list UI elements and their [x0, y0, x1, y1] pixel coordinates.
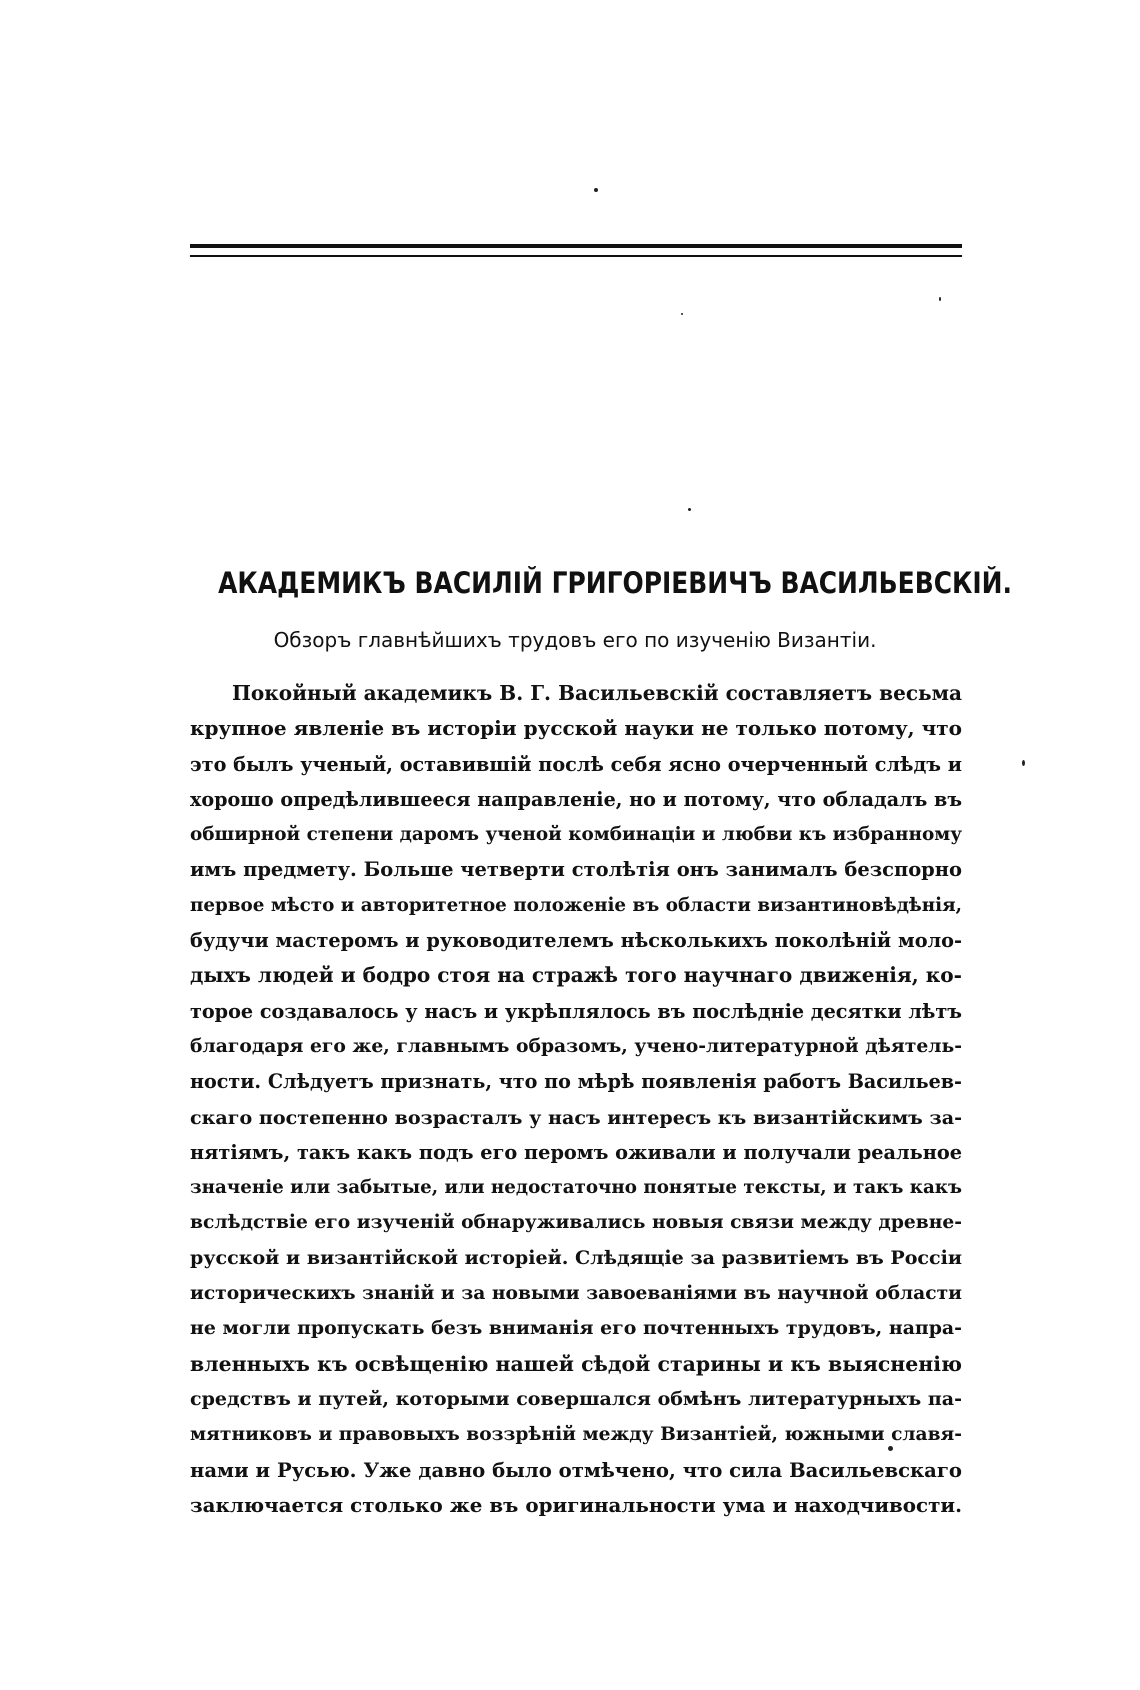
print-speck — [594, 188, 598, 192]
article-subtitle: Обзоръ главнѣйшихъ трудовъ его по изученію Византіи. — [273, 628, 877, 652]
body-line: благодаря его же, главнымъ образомъ, учено-литературной дѣятель- — [190, 1034, 962, 1057]
body-line: историческихъ знаній и за новыми завоеваніями въ научной области — [190, 1282, 962, 1305]
body-line: ности. Слѣдуетъ признать, что по мѣрѣ появленія работъ Васильев- — [190, 1070, 962, 1094]
print-speck — [681, 313, 683, 315]
body-line: Покойный академикъ В. Г. Васильевскій составляетъ весьма — [232, 681, 962, 705]
body-line: мятниковъ и правовыхъ воззрѣній между Византіей, южными славя- — [190, 1424, 962, 1446]
body-line: средствъ и путей, которыми совершался обмѣнъ литературныхъ па- — [190, 1387, 962, 1410]
body-line: нятіямъ, такъ какъ подъ его перомъ оживали и получали реальное — [190, 1140, 962, 1164]
body-line: имъ предмету. Больше четверти столѣтія онъ занималъ безспорно — [190, 858, 962, 882]
header-rule-thin — [190, 255, 962, 257]
body-line: вленныхъ къ освѣщенію нашей сѣдой старины и къ выясненію — [190, 1351, 962, 1376]
body-line: нами и Русью. Уже давно было отмѣчено, что сила Васильевскаго — [190, 1458, 962, 1482]
article-title: АКАДЕМИКЪ ВАСИЛІЙ ГРИГОРІЕВИЧЪ ВАСИЛЬЕВСКІЙ. — [218, 566, 1013, 600]
body-line: обширной степени даромъ ученой комбинаціи и любви къ избранному — [190, 824, 962, 846]
body-line: это былъ ученый, оставившій послѣ себя ясно очерченный слѣдъ и — [190, 752, 962, 776]
body-line: дыхъ людей и бодро стоя на стражѣ того научнаго движенія, ко- — [190, 963, 962, 988]
header-rule-thick — [190, 244, 962, 248]
body-line: первое мѣсто и авторитетное положеніе въ области византиновѣдѣнія, — [190, 894, 962, 916]
print-speck — [939, 297, 941, 301]
article-body — [190, 676, 962, 1523]
body-line: русской и византійской исторіей. Слѣдящіе за развитіемъ въ Россіи — [190, 1246, 962, 1269]
body-line: значеніе или забытые, или недостаточно понятые тексты, и такъ какъ — [190, 1177, 962, 1199]
body-line: не могли пропускать безъ вниманія его почтенныхъ трудовъ, напра- — [190, 1317, 962, 1340]
body-line: крупное явленіе въ исторіи русской науки не только потому, что — [190, 716, 962, 741]
print-speck — [1022, 760, 1025, 766]
body-line: торое создавалось у насъ и укрѣплялось въ послѣдніе десятки лѣтъ — [190, 999, 962, 1023]
body-line: вслѣдствіе его изученій обнаруживались новыя связи между древне- — [190, 1211, 962, 1234]
body-line: скаго постепенно возрасталъ у насъ интересъ къ византійскимъ за- — [190, 1105, 962, 1129]
body-line: хорошо опредѣлившееся направленіе, но и потому, что обладалъ въ — [190, 787, 962, 811]
print-speck — [688, 508, 691, 511]
body-line: заключается столько же въ оригинальности ума и находчивости. — [190, 1492, 962, 1517]
body-line: будучи мастеромъ и руководителемъ нѣсколькихъ поколѣній моло- — [190, 929, 962, 953]
